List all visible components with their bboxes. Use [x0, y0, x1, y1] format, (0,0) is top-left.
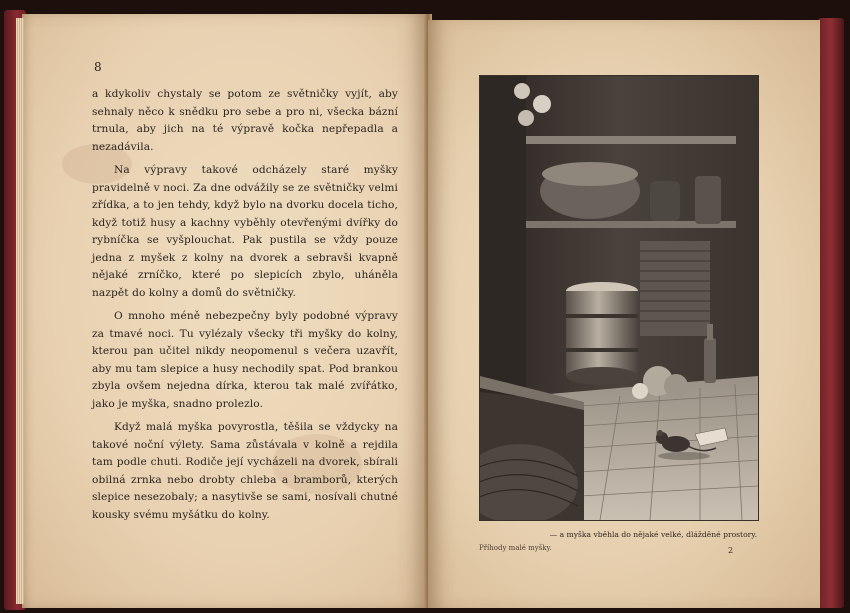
- paragraph: a kdykoliv chystaly se potom ze světničky vyjít, aby sehnaly něco k snědku pro sebe a pro ni, všecka bázní trnula, aby jich na té výpravě kočka nepřepadla a nezadávila.: [92, 88, 398, 153]
- mouse-in-cellar-engraving: [480, 76, 758, 520]
- paragraph: Na výpravy takové odcházely staré myšky pravidelně v noci. Za dne odvážily se ze světničky velmi zřídka, a to jen tehdy, když bylo na dvorku docela ticho, když totiž husy a kachny vyběhly otevřenými dvířky do rybníčka se vyšplouchat. Pak pustila se vždy pouze jedna z myšek z kolny na dvorek a sebravši kvapně nějaké zrníčko, které po slepicích zbylo, uháněla nazpět do kolny a domů do světničky.: [92, 164, 398, 299]
- book-cover-right-edge: [818, 18, 844, 608]
- signature-mark: 2: [728, 546, 734, 555]
- illustration-caption: — a myška vběhla do nějaké velké, dlážděné prostory.: [549, 530, 757, 539]
- right-page: [428, 20, 820, 608]
- engraving-illustration: [479, 75, 759, 521]
- book-title-footer: Příhody malé myšky.: [479, 544, 552, 552]
- paragraph: O mnoho méně nebezpečny byly podobné výpravy za tmavé noci. Tu vylézaly všecky tři myšky do kolny, kterou pan učitel nikdy neopomenul s večera uzavřít, aby mu tam slepice a husy nechodily spat. Pod brankou zbyla ovšem nejedna dírka, kterou tak malé zvířátko, jako je myška, snadno prolezlo.: [92, 310, 398, 410]
- page-number: 8: [94, 60, 102, 74]
- paragraph: Když malá myška povyrostla, těšila se vždycky na takové noční výlety. Sama zůstávala v kolně a rejdila tam podle chuti. Rodiče její vycházeli na dvorek, sbírali obilná zrnka nebo drobty chleba a bramborů, kterých slepice nesezobaly; a nasytivše se sami, nosívali chutné kousky svému myšátku do kolny.: [92, 421, 398, 521]
- left-page: [22, 14, 428, 608]
- body-text: [92, 86, 398, 530]
